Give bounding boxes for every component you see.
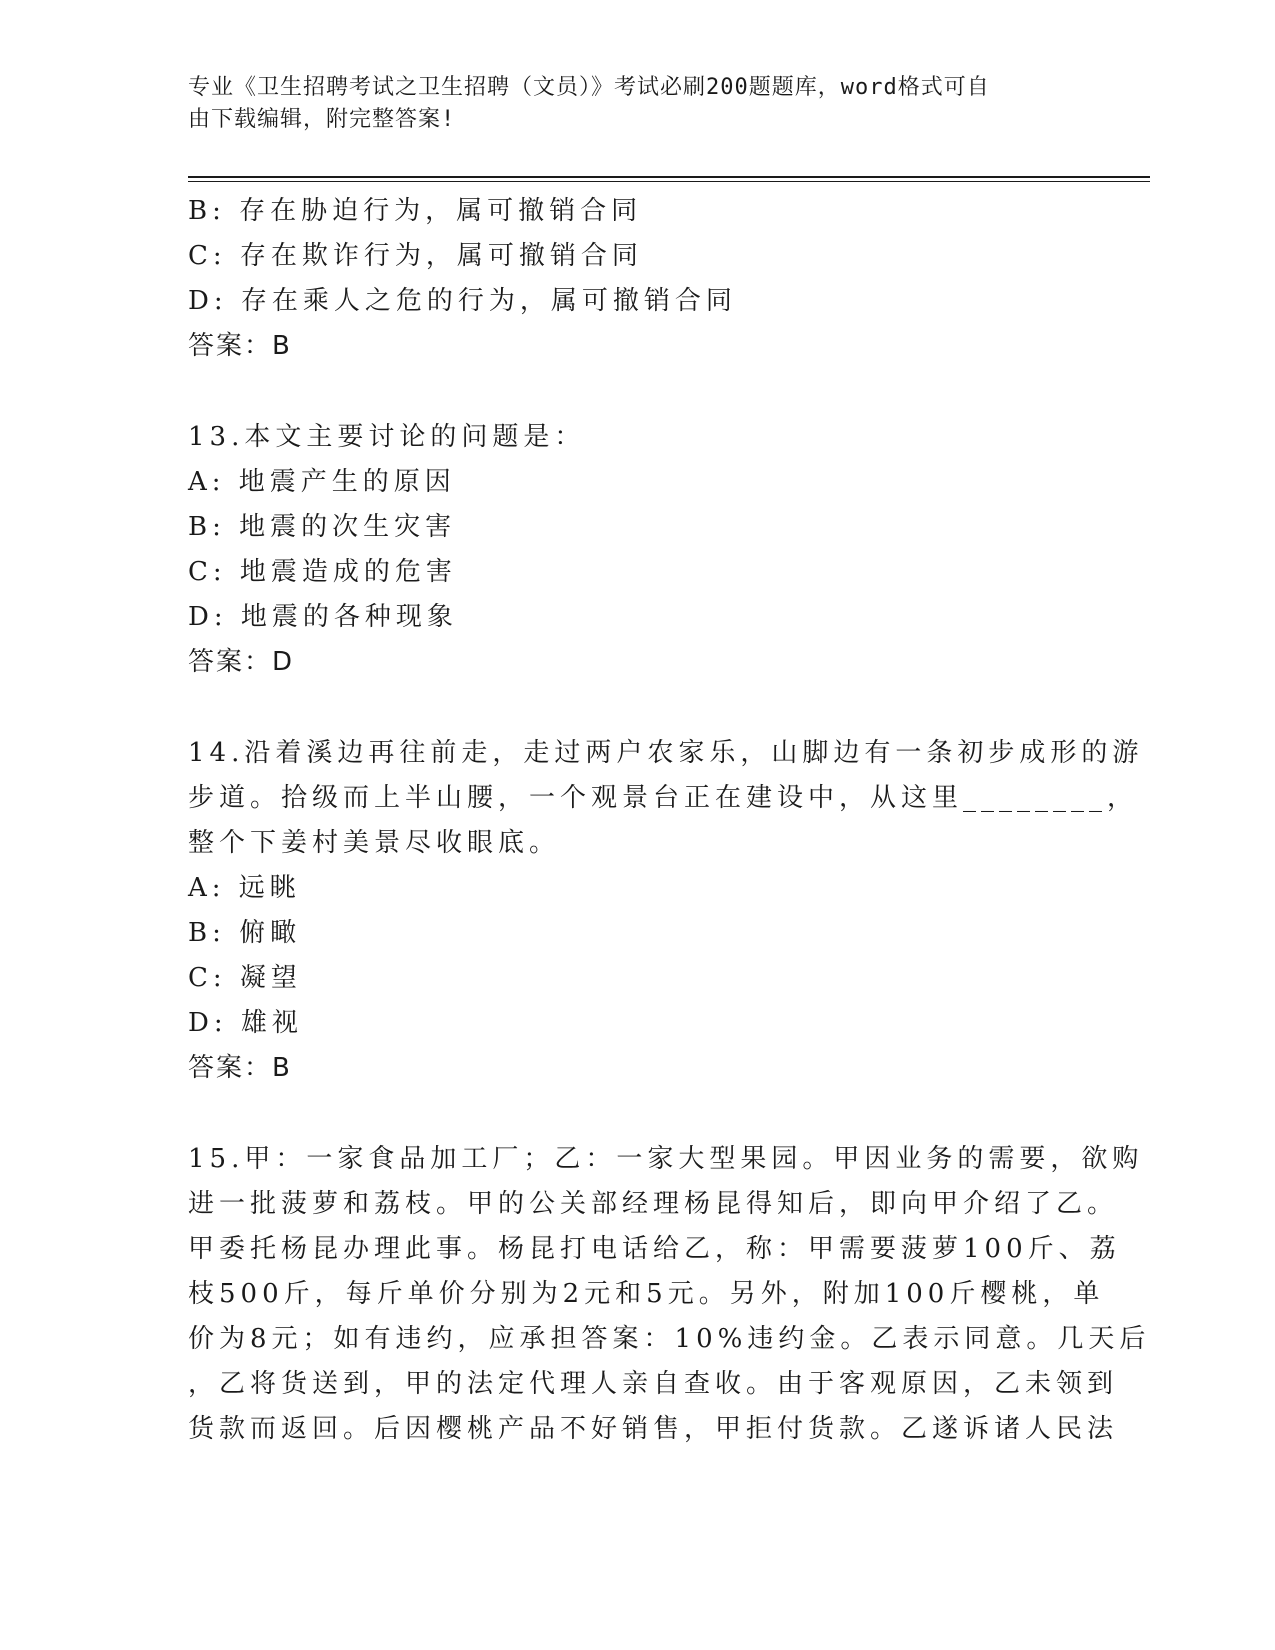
page-header bbox=[188, 72, 1068, 136]
question-stem: 13.本文主要讨论的问题是： bbox=[188, 422, 586, 452]
header-line-1: 专业《卫生招聘考试之卫生招聘（文员）》考试必刷200题题库，word格式可自 bbox=[188, 75, 990, 100]
option-c: C: 凝望 bbox=[188, 963, 302, 993]
option-a: A: 远眺 bbox=[188, 873, 301, 903]
stem-line: 枝500斤，每斤单价分别为2元和5元。另外，附加100斤樱桃，单 bbox=[188, 1279, 1105, 1309]
spacer bbox=[188, 685, 1078, 731]
stem-line: 15.甲：一家食品加工厂；乙：一家大型果园。甲因业务的需要，欲购 bbox=[188, 1144, 1144, 1174]
stem-line: 步道。拾级而上半山腰，一个观景台正在建设中，从这里________， bbox=[188, 783, 1139, 813]
question-content bbox=[188, 189, 1151, 1452]
header-rule-thin bbox=[188, 181, 1150, 182]
option-b: B: 存在胁迫行为，属可撤销合同 bbox=[188, 196, 643, 226]
header-line-2: 由下载编辑，附完整答案! bbox=[188, 107, 456, 132]
question-15 bbox=[188, 1137, 1151, 1452]
question-14 bbox=[188, 731, 1144, 1091]
option-c: C: 存在欺诈行为，属可撤销合同 bbox=[188, 241, 643, 271]
question-12-tail bbox=[188, 189, 1078, 369]
header-rule-thick bbox=[188, 176, 1150, 178]
option-b: B: 俯瞰 bbox=[188, 918, 302, 948]
answer-line: 答案：B bbox=[188, 331, 292, 361]
stem-line: 货款而返回。后因樱桃产品不好销售，甲拒付货款。乙遂诉诸人民法 bbox=[188, 1414, 1119, 1444]
spacer bbox=[188, 369, 1078, 415]
question-stem bbox=[188, 731, 1144, 866]
stem-line: 价为8元；如有违约，应承担答案：10%违约金。乙表示同意。几天后 bbox=[188, 1324, 1151, 1354]
stem-line: 整个下姜村美景尽收眼底。 bbox=[188, 828, 561, 858]
stem-line: 14.沿着溪边再往前走，走过两户农家乐，山脚边有一条初步成形的游 bbox=[188, 738, 1144, 768]
option-d: D: 存在乘人之危的行为，属可撤销合同 bbox=[188, 286, 737, 316]
option-c: C: 地震造成的危害 bbox=[188, 557, 457, 587]
answer-line: 答案：D bbox=[188, 647, 295, 677]
spacer bbox=[188, 1091, 1078, 1137]
option-d: D: 地震的各种现象 bbox=[188, 602, 458, 632]
option-b: B: 地震的次生灾害 bbox=[188, 512, 457, 542]
option-d: D: 雄视 bbox=[188, 1008, 303, 1038]
stem-line: 甲委托杨昆办理此事。杨昆打电话给乙，称：甲需要菠萝100斤、荔 bbox=[188, 1234, 1121, 1264]
question-stem bbox=[188, 1137, 1151, 1452]
stem-line: ，乙将货送到，甲的法定代理人亲自查收。由于客观原因，乙未领到 bbox=[188, 1369, 1119, 1399]
stem-line: 进一批菠萝和荔枝。甲的公关部经理杨昆得知后，即向甲介绍了乙。 bbox=[188, 1189, 1119, 1219]
question-13 bbox=[188, 415, 1078, 685]
answer-line: 答案：B bbox=[188, 1053, 292, 1083]
option-a: A: 地震产生的原因 bbox=[188, 467, 456, 497]
